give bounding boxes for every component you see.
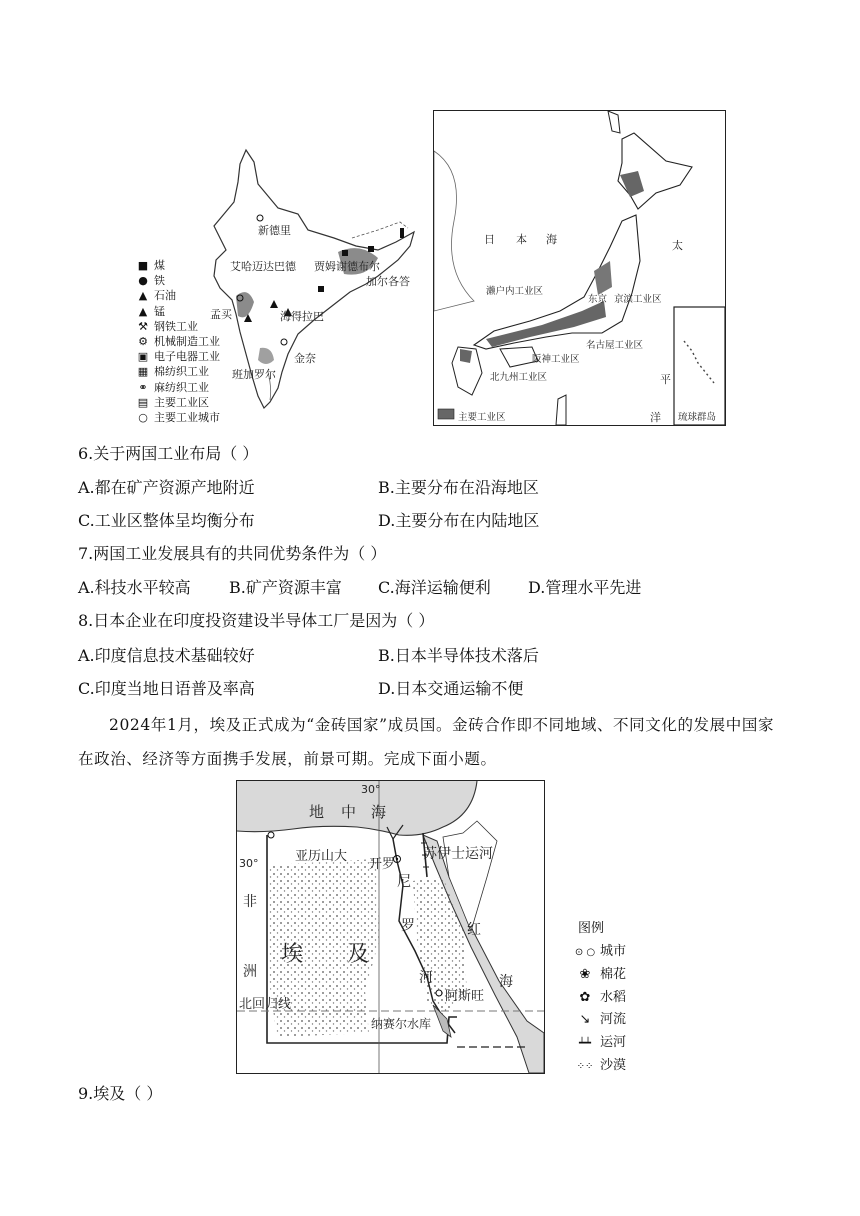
city-jamshedpur: 贾姆谢德布尔 bbox=[314, 260, 380, 273]
legend-label: 水稻 bbox=[600, 989, 627, 1005]
region-tokyo: 东京 bbox=[588, 294, 608, 305]
machinery-icon: ⚙ bbox=[138, 335, 148, 349]
legend-label: 机械制造工业 bbox=[154, 335, 220, 349]
desert-icon: ⁘⁘ bbox=[576, 1061, 594, 1072]
city-aswan: 阿斯旺 bbox=[445, 989, 485, 1004]
region-kitakyushu: 北九州工业区 bbox=[490, 372, 548, 383]
question-8-option-d[interactable]: D.日本交通运输不便 bbox=[378, 679, 524, 698]
egypt-char: 埃 bbox=[281, 942, 304, 967]
japan-outline bbox=[434, 111, 725, 425]
canal-icon: ┷┷ bbox=[578, 1037, 592, 1049]
india-map bbox=[128, 110, 428, 428]
legend-row bbox=[136, 288, 232, 303]
city-chennai: 金奈 bbox=[294, 352, 316, 365]
legend-row bbox=[574, 1009, 654, 1032]
city-hyderabad: 海得拉巴 bbox=[280, 310, 324, 323]
city-icon: ⊙ ○ bbox=[574, 946, 596, 958]
legend-row bbox=[574, 1055, 654, 1079]
legend-label: 运河 bbox=[600, 1034, 627, 1050]
iron-icon: ● bbox=[138, 274, 148, 288]
legend-label: 棉花 bbox=[600, 967, 627, 982]
legend-row bbox=[574, 941, 654, 965]
lat-30-label: 30° bbox=[239, 857, 259, 870]
legend-label: 钢铁工业 bbox=[154, 319, 198, 333]
question-7-option-d[interactable]: D.管理水平先进 bbox=[528, 578, 642, 597]
city-ahmedabad: 艾哈迈达巴德 bbox=[230, 260, 296, 273]
legend-label: 主要工业区 bbox=[154, 395, 209, 409]
legend-row bbox=[574, 964, 654, 987]
legend-label: 石油 bbox=[154, 289, 176, 303]
question-6-option-a[interactable]: A.都在矿产资源产地附近 bbox=[78, 478, 255, 497]
nile-char: 尼 bbox=[397, 874, 411, 890]
mediterranean-char: 中 bbox=[341, 803, 357, 821]
rice-icon: ✿ bbox=[579, 989, 591, 1005]
city-icon: ○ bbox=[138, 411, 148, 425]
question-8-option-c[interactable]: C.印度当地日语普及率高 bbox=[78, 679, 255, 698]
sea-of-japan-char: 日 bbox=[484, 233, 495, 246]
question-6-option-b[interactable]: B.主要分布在沿海地区 bbox=[378, 478, 539, 497]
egypt-char: 及 bbox=[347, 942, 370, 967]
city-alexandria: 亚历山大 bbox=[295, 849, 348, 864]
suez-canal-label: 苏伊士运河 bbox=[423, 846, 493, 862]
question-8-option-a[interactable]: A.印度信息技术基础较好 bbox=[78, 646, 255, 665]
city-cairo: 开罗 bbox=[369, 857, 396, 872]
question-6-option-d[interactable]: D.主要分布在内陆地区 bbox=[378, 511, 540, 530]
legend-title: 图例 bbox=[578, 921, 605, 936]
legend-row bbox=[136, 273, 232, 288]
region-hanshin: 阪神工业区 bbox=[532, 354, 580, 365]
legend-row bbox=[574, 1032, 654, 1056]
question-7-option-a[interactable]: A.科技水平较高 bbox=[78, 578, 191, 597]
sea-of-japan-char: 本 bbox=[516, 233, 527, 246]
legend-label: 锰 bbox=[154, 304, 165, 318]
tropic-label: 北回归线 bbox=[239, 997, 292, 1012]
legend-label: 河流 bbox=[600, 1012, 627, 1027]
legend-label: 城市 bbox=[600, 943, 627, 959]
legend-label: 铁 bbox=[154, 274, 165, 288]
question-9-stem: 9.埃及（ ） bbox=[78, 1084, 163, 1103]
question-6-option-c[interactable]: C.工业区整体呈均衡分布 bbox=[78, 511, 255, 530]
industrial-zone-icon: ▤ bbox=[137, 395, 149, 409]
pacific-char: 洋 bbox=[650, 411, 661, 424]
steel-icon: ⚒ bbox=[138, 319, 148, 333]
legend-industrial-zone: 主要工业区 bbox=[458, 412, 506, 423]
river-icon: ↘ bbox=[579, 1012, 591, 1027]
legend-label: 沙漠 bbox=[600, 1058, 627, 1073]
red-sea-char: 海 bbox=[499, 974, 513, 990]
question-7-option-b[interactable]: B.矿产资源丰富 bbox=[229, 578, 342, 597]
mediterranean-char: 地 bbox=[309, 803, 325, 821]
africa-char: 非 bbox=[243, 894, 257, 910]
nile-char: 河 bbox=[419, 970, 433, 986]
egypt-legend bbox=[574, 918, 654, 1079]
legend-row bbox=[136, 364, 232, 379]
region-setouchi: 濑户内工业区 bbox=[486, 286, 544, 297]
oil-icon: ▲ bbox=[138, 289, 148, 303]
india-legend bbox=[136, 258, 232, 425]
legend-row bbox=[136, 319, 232, 334]
city-bangalore: 班加罗尔 bbox=[232, 368, 276, 381]
japan-map bbox=[433, 110, 726, 426]
nile-char: 罗 bbox=[401, 918, 415, 934]
sea-of-japan-char: 海 bbox=[546, 233, 557, 246]
legend-row bbox=[136, 258, 232, 273]
legend-label: 电子电器工业 bbox=[154, 350, 220, 364]
cotton-icon: ❀ bbox=[579, 967, 591, 982]
electronics-icon: ▣ bbox=[137, 350, 149, 364]
legend-row bbox=[136, 380, 232, 395]
region-keihin: 京滨工业区 bbox=[614, 294, 662, 305]
passage-text: 2024年1月，埃及正式成为“金砖国家”成员国。金砖合作即不同地域、不同文化的发展中国家在政治、经济等方面携手发展，前景可期。完成下面小题。 bbox=[78, 716, 775, 768]
egypt-map bbox=[236, 780, 545, 1074]
coal-icon: ■ bbox=[137, 259, 149, 272]
question-6-stem: 6.关于两国工业布局（ ） bbox=[78, 444, 259, 463]
lake-nasser-label: 纳赛尔水库 bbox=[371, 1017, 432, 1031]
lon-30-label: 30° bbox=[361, 783, 381, 796]
question-7-option-c[interactable]: C.海洋运输便利 bbox=[378, 578, 491, 597]
jute-textile-icon: ⚭ bbox=[138, 380, 148, 394]
legend-row bbox=[136, 304, 232, 319]
manganese-icon: ▲ bbox=[138, 304, 148, 318]
red-sea-char: 红 bbox=[467, 922, 481, 938]
pacific-char: 平 bbox=[660, 373, 671, 386]
legend-label: 主要工业城市 bbox=[154, 411, 220, 425]
legend-row bbox=[136, 334, 232, 349]
africa-char: 洲 bbox=[243, 964, 257, 980]
mediterranean-char: 海 bbox=[371, 803, 387, 821]
inset-label: 琉球群岛 bbox=[678, 412, 717, 423]
legend-label: 煤 bbox=[154, 259, 165, 272]
question-8-stem: 8.日本企业在印度投资建设半导体工厂是因为（ ） bbox=[78, 611, 435, 630]
region-chukyo: 名古屋工业区 bbox=[586, 340, 644, 351]
legend-row bbox=[136, 410, 232, 425]
city-mumbai: 孟买 bbox=[210, 308, 232, 321]
pacific-char: 太 bbox=[672, 239, 683, 252]
legend-label: 棉纺织工业 bbox=[154, 365, 209, 379]
legend-row bbox=[136, 349, 232, 364]
legend-label: 麻纺织工业 bbox=[154, 380, 209, 394]
city-kolkata: 加尔各答 bbox=[366, 275, 410, 288]
city-new-delhi: 新德里 bbox=[258, 224, 291, 237]
legend-row bbox=[574, 987, 654, 1010]
question-7-stem: 7.两国工业发展具有的共同优势条件为（ ） bbox=[78, 544, 387, 563]
legend-row bbox=[136, 395, 232, 410]
cotton-textile-icon: ▦ bbox=[137, 365, 149, 379]
question-8-option-b[interactable]: B.日本半导体技术落后 bbox=[378, 646, 539, 665]
